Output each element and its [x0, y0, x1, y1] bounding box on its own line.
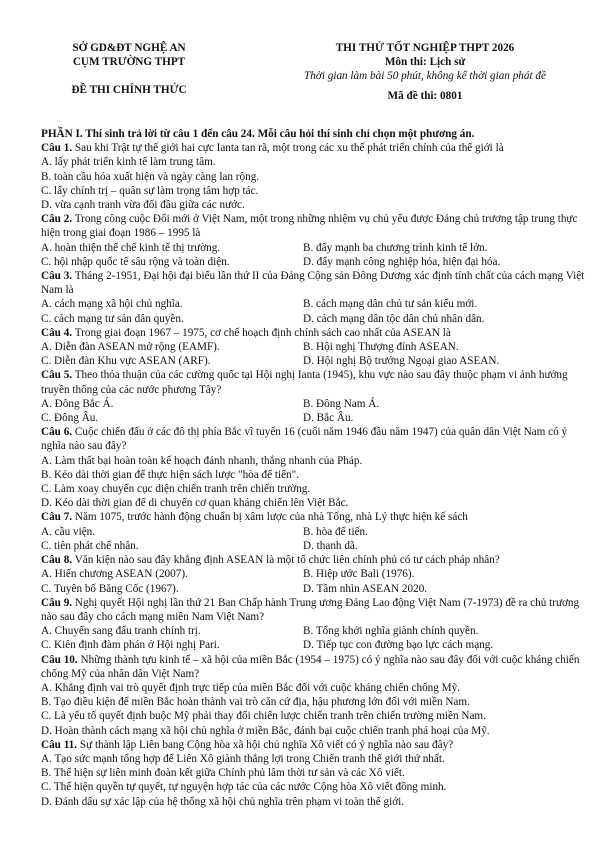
- question-stem: Năm 1075, trước hành động chuẩn bị xâm lược của nhà Tống, nhà Lý thực hiện kế sách: [72, 511, 468, 524]
- option-a: A. cầu viện.: [41, 525, 96, 538]
- question-stem: Cuộc chiến đấu ở các đô thị phía Bắc vĩ tuyến 16 (cuối năm 1946 đầu năm 1947) của quân dân Việt Nam có ý nghĩa nào sau đây?: [41, 426, 568, 453]
- option-b: B. Hội nghị Thượng đỉnh ASEAN.: [303, 341, 459, 354]
- question-number: Câu 1.: [41, 142, 73, 155]
- question-stem: Sự thành lập Liên bang Cộng hòa xã hội chủ nghĩa Xô viết có ý nghĩa nào sau đây?: [77, 738, 454, 751]
- question-10: [41, 653, 587, 738]
- option-c: C. Tuyên bố Băng Cốc (1967).: [41, 582, 179, 595]
- question-number: Câu 11.: [41, 738, 78, 751]
- option-d: D. Tiếp tục con đường bạo lực cách mạng.: [303, 639, 494, 652]
- option-d: D. Kéo dài thời gian để di chuyển cơ quan kháng chiến lên Việt Bắc.: [41, 497, 349, 510]
- option-d: D. Đánh dấu sự xác lập của hệ thống xã hội chủ nghĩa trên phạm vi toàn thế giới.: [41, 795, 405, 808]
- option-a: A. hoàn thiện thể chế kinh tế thị trường.: [41, 241, 221, 254]
- question-stem: Theo thỏa thuận của các cường quốc tại Hội nghị Ianta (1945), khu vực nào sau đây thuộc phạm vi ảnh hưởng truyền thống của các nước phương Tây?: [41, 369, 568, 396]
- exam-title: THI THỬ TỐT NGHIỆP THPT 2026: [335, 42, 515, 54]
- option-b: B. đẩy mạnh ba chương trình kinh tế lớn.: [303, 241, 488, 254]
- question-number: Câu 10.: [41, 653, 78, 666]
- option-c: C. Là yếu tố quyết định buộc Mỹ phải thay đổi chiến lược chiến tranh trên chiến trường miền Nam.: [41, 710, 486, 723]
- option-d: D. cách mạng dân tộc dân chủ nhân dân.: [303, 312, 485, 325]
- question-stem: Nghị quyết Hội nghị lần thứ 21 Ban Chấp hành Trung ương Đảng Lao động Việt Nam (7-1973) đề ra chủ trương nào sau đây cho cách mạng miền Nam Việt Nam?: [41, 596, 580, 623]
- question-stem: Trong công cuộc Đổi mới ở Việt Nam, một trong những nhiệm vụ chủ yếu được Đảng chủ trương tập trung thực hiện trong giai đoạn 1986 – 1995 là: [41, 213, 578, 240]
- question-8: [41, 553, 587, 596]
- option-c: C. Thể hiện quyền tự quyết, tự nguyện hợp tác của các nước Cộng hòa Xô viết đồng minh.: [41, 781, 447, 794]
- official-exam-label: ĐỀ THI CHÍNH THỨC: [71, 84, 187, 96]
- option-b: B. Thể hiện sự liên minh đoàn kết giữa Chính phủ lâm thời tư sản và các Xô viết.: [41, 767, 405, 780]
- question-number: Câu 9.: [41, 596, 73, 609]
- option-a: A. Đông Bắc Á.: [41, 397, 114, 410]
- option-c: C. Diễn đàn Khu vực ASEAN (ARF).: [41, 355, 211, 368]
- question-number: Câu 8.: [41, 554, 73, 567]
- option-c: C. hội nhập quốc tế sâu rộng và toàn diện.: [41, 255, 230, 268]
- question-stem: Tháng 2-1951, Đại hội đại biểu lần thứ II của Đảng Cộng sản Đông Dương xác định tính chất của cách mạng Việt Nam là: [41, 270, 585, 297]
- option-c: C. Làm xoay chuyển cục diện chiến tranh trên chiến trường.: [41, 483, 311, 496]
- option-d: D. Tầm nhìn ASEAN 2020.: [303, 582, 428, 595]
- option-a: A. cách mạng xã hội chủ nghĩa.: [41, 298, 183, 311]
- department-name: SỞ GD&ĐT NGHỆ AN: [72, 42, 186, 54]
- subject-label: Môn thi: Lịch sử: [384, 56, 466, 68]
- option-d: D. vừa cạnh tranh vừa đối đầu giữa các nước.: [41, 199, 245, 212]
- question-stem: Trong giai đoạn 1967 – 1975, cơ chế hoạch định chính sách cao nhất của ASEAN là: [72, 326, 451, 339]
- time-limit-note: Thời gian làm bài 50 phút, không kể thời gian phát đề: [304, 70, 546, 82]
- question-number: Câu 7.: [41, 511, 73, 524]
- question-7: [41, 510, 587, 553]
- question-number: Câu 2.: [41, 213, 73, 226]
- question-number: Câu 4.: [41, 326, 73, 339]
- option-b: B. Tạo điều kiện để miền Bắc hoàn thành vai trò căn cứ địa, hậu phương lớn đối với miền Nam.: [41, 696, 470, 709]
- option-d: D. đẩy mạnh công nghiệp hóa, hiện đại hóa.: [303, 255, 501, 268]
- option-c: C. cách mạng tư sản dân quyền.: [41, 312, 184, 325]
- question-11: [41, 738, 587, 809]
- option-a: A. lấy phát triển kinh tế làm trung tâm.: [41, 156, 216, 169]
- question-stem: Sau khi Trật tự thế giới hai cực Ianta tan rã, một trong các xu thế phát triển chính của thế giới là: [72, 142, 504, 155]
- question-number: Câu 6.: [41, 426, 73, 439]
- option-c: C. lấy chính trị – quân sự làm trọng tâm hợp tác.: [41, 184, 259, 197]
- option-a: A. Khẳng định vai trò quyết định trực tiếp của miền Bắc đối với cuộc kháng chiến chống Mỹ.: [41, 681, 460, 694]
- option-a: A. Hiến chương ASEAN (2007).: [41, 568, 188, 581]
- option-b: B. cách mạng dân chủ tư sản kiểu mới.: [303, 298, 478, 311]
- question-6: [41, 425, 587, 510]
- option-b: B. Đông Nam Á.: [303, 397, 380, 410]
- option-b: B. Hiệp ước Bali (1976).: [303, 568, 415, 581]
- question-1: [41, 141, 587, 212]
- question-4: [41, 326, 587, 369]
- option-b: B. hòa để tiến.: [303, 525, 368, 538]
- option-c: C. Kiên định đàm phán ở Hội nghị Pari.: [41, 639, 220, 652]
- option-d: D. Bắc Âu.: [303, 412, 354, 425]
- option-d: D. thanh dã.: [303, 539, 358, 552]
- question-number: Câu 3.: [41, 270, 73, 283]
- option-d: D. Hội nghị Bộ trưởng Ngoại giao ASEAN.: [303, 355, 500, 368]
- exam-header: [0, 41, 611, 131]
- question-number: Câu 5.: [41, 369, 73, 382]
- question-stem: Văn kiện nào sau đây khẳng định ASEAN là một tổ chức liên chính phủ có tư cách pháp nhân?: [72, 554, 500, 567]
- option-a: A. Diễn đàn ASEAN mở rộng (EAMF).: [41, 341, 220, 354]
- option-b: B. Kéo dài thời gian để thực hiện sách lược "hòa để tiến".: [41, 468, 300, 481]
- option-c: C. tiên phát chế nhân.: [41, 539, 139, 552]
- question-5: [41, 368, 587, 425]
- question-9: [41, 596, 587, 653]
- option-b: B. toàn cầu hóa xuất hiện và ngày càng lan rộng.: [41, 170, 260, 183]
- option-b: B. Tổng khởi nghĩa giành chính quyền.: [303, 625, 479, 638]
- option-a: A. Chuyển sang đấu tranh chính trị.: [41, 625, 201, 638]
- question-3: [41, 269, 587, 326]
- question-2: [41, 212, 587, 269]
- exam-content: [41, 127, 587, 809]
- option-d: D. Hoàn thành cách mạng xã hội chủ nghĩa ở miền Bắc, đánh bại cuộc chiến tranh phá hoại của Mỹ.: [41, 724, 490, 737]
- question-stem: Những thành tựu kinh tế – xã hội của miền Bắc (1954 – 1975) có ý nghĩa nào sau đây đối với cuộc kháng chiến chống Mỹ của nhân dân Việt Nam?: [41, 653, 580, 680]
- school-cluster-name: CỤM TRƯỜNG THPT: [72, 56, 186, 68]
- part1-title: PHẦN I. Thí sinh trả lời từ câu 1 đến câu 24. Mỗi câu hỏi thí sinh chỉ chọn một phương án.: [41, 128, 475, 140]
- option-c: C. Đông Âu.: [41, 412, 99, 425]
- option-a: A. Làm thất bại hoàn toàn kế hoạch đánh nhanh, thắng nhanh của Pháp.: [41, 454, 363, 467]
- exam-code: Mã đề thi: 0801: [387, 90, 463, 102]
- option-a: A. Tạo sức mạnh tổng hợp để Liên Xô giành thắng lợi trong Chiến tranh thế giới thứ nhất.: [41, 752, 445, 765]
